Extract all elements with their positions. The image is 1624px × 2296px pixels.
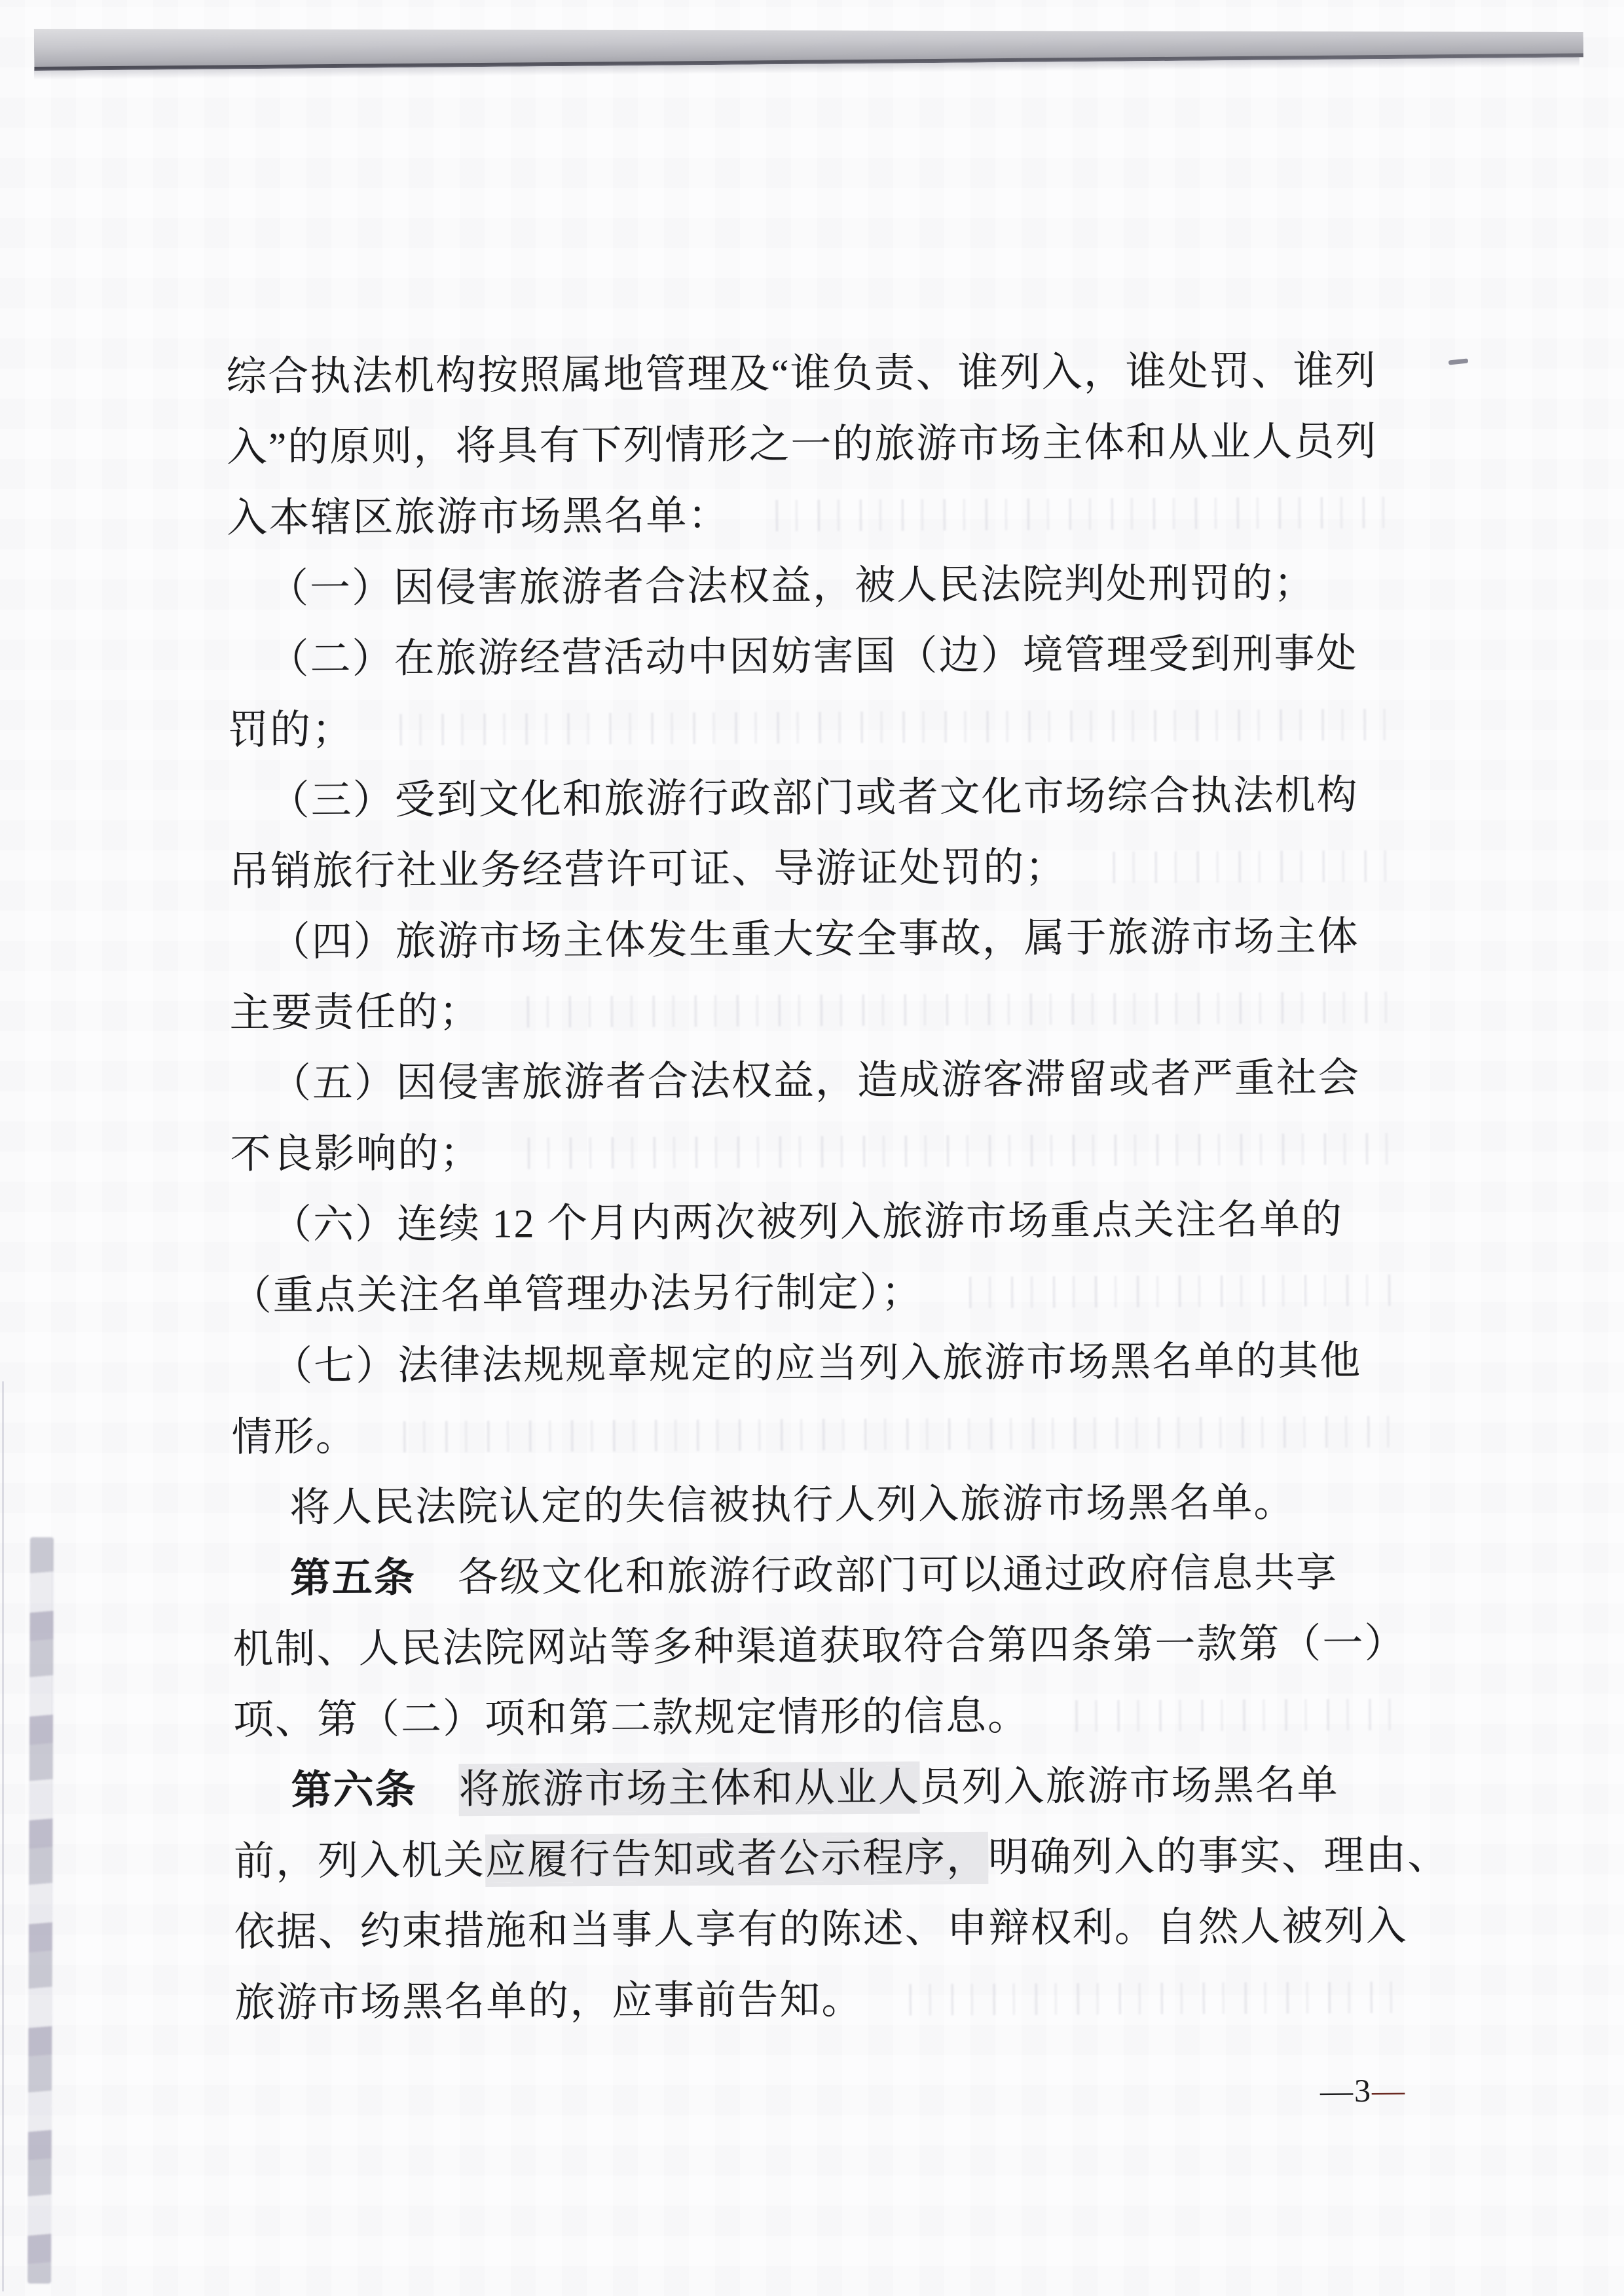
scan-artifact-bleedthrough xyxy=(527,1133,1401,1169)
text-line-content xyxy=(270,902,1360,978)
scan-artifact-bleedthrough xyxy=(909,1982,1405,2016)
text-line-8 xyxy=(229,831,1409,907)
text-line-content xyxy=(233,1681,1030,1756)
text-line-24 xyxy=(234,1962,1415,2039)
text-line-content xyxy=(290,1538,1338,1614)
text-line-15 xyxy=(231,1326,1412,1402)
text-line-content xyxy=(272,1326,1362,1402)
text-line-11 xyxy=(230,1043,1411,1120)
article-number: 第五条 xyxy=(289,1555,416,1601)
text-line-5 xyxy=(227,619,1408,695)
text-line-17 xyxy=(232,1467,1412,1544)
scan-artifact-bleedthrough xyxy=(403,1416,1403,1453)
text-line-content xyxy=(291,1750,1339,1826)
scan-artifact-bleedthrough xyxy=(399,709,1399,746)
text-segment: 主要责任的； xyxy=(229,989,481,1036)
article-number: 第六条 xyxy=(291,1767,417,1813)
text-line-16 xyxy=(231,1396,1412,1473)
text-segment: （二）在旅游经营活动中因妨害国（边）境管理受到刑事处 xyxy=(268,631,1358,682)
document-text-block xyxy=(226,336,1450,2039)
text-segment: 情形。 xyxy=(231,1414,358,1460)
text-line-content xyxy=(234,1820,1450,1897)
scan-artifact-edge-line xyxy=(2,1381,4,2291)
text-line-21 xyxy=(233,1750,1414,1827)
text-line-content xyxy=(228,695,354,766)
text-line-content xyxy=(230,1118,482,1190)
text-line-6 xyxy=(228,689,1409,766)
text-line-content xyxy=(268,548,1316,624)
text-line-18 xyxy=(232,1538,1413,1614)
text-segment xyxy=(416,1768,458,1812)
text-segment: 员列入旅游市场黑名单 xyxy=(919,1763,1339,1810)
shaded-text: 应履行告知或者公示程序， xyxy=(485,1835,989,1883)
text-segment: 明确列入的事实、理由、 xyxy=(987,1833,1450,1880)
text-line-22 xyxy=(233,1821,1450,1897)
text-segment: 入本辖区旅游市场黑名单： xyxy=(227,493,730,541)
text-segment: （重点关注名单管理办法另行制定）； xyxy=(231,1270,923,1319)
text-line-13 xyxy=(231,1184,1411,1261)
page-number-left-dash: — xyxy=(1320,2072,1355,2109)
text-line-content xyxy=(289,1467,1296,1543)
page-number-value: 3 xyxy=(1354,2071,1373,2109)
text-line-9 xyxy=(229,902,1410,978)
text-segment: 吊销旅行社业务经营许可证、导游证处罚的； xyxy=(229,845,1067,894)
text-segment: （六）连续 12 个月内两次被列入旅游市场重点关注名单的 xyxy=(270,1197,1344,1248)
page-number xyxy=(1320,2071,1406,2110)
scan-artifact-bleedthrough xyxy=(1113,850,1399,883)
text-line-10 xyxy=(229,972,1410,1049)
text-line-content xyxy=(234,1965,864,2039)
text-segment: 将人民法院认定的失信被执行人列入旅游市场黑名单。 xyxy=(289,1480,1296,1531)
text-segment: 机制、人民法院网站等多种渠道获取符合第四条第一款第（一） xyxy=(232,1621,1407,1672)
text-segment: 各级文化和旅游行政部门可以通过政府信息共享 xyxy=(415,1551,1338,1601)
text-line-1 xyxy=(226,336,1407,412)
scan-artifact-left-streak xyxy=(28,1537,54,2284)
text-line-14 xyxy=(231,1255,1411,1332)
text-line-23 xyxy=(234,1891,1414,1968)
scan-artifact-bleedthrough xyxy=(969,1275,1402,1308)
text-line-content xyxy=(234,1891,1408,1968)
text-line-20 xyxy=(233,1679,1414,1756)
text-line-2 xyxy=(227,407,1407,483)
text-segment: 入”的原则，将具有下列情形之一的旅游市场主体和从业人员列 xyxy=(226,419,1378,470)
text-segment: 旅游市场黑名单的，应事前告知。 xyxy=(234,1977,864,2026)
text-line-content xyxy=(270,1043,1361,1120)
text-segment: （五）因侵害旅游者合法权益，造成游客滞留或者严重社会 xyxy=(270,1055,1361,1106)
scan-artifact-bleedthrough xyxy=(526,992,1400,1028)
scan-artifact-bleedthrough xyxy=(775,497,1397,532)
text-line-content xyxy=(232,1609,1407,1685)
text-line-content xyxy=(268,760,1359,837)
text-line-4 xyxy=(227,548,1408,625)
text-segment: （七）法律法规规章规定的应当列入旅游市场黑名单的其他 xyxy=(272,1338,1362,1389)
text-segment: 项、第（二）项和第二款规定情形的信息。 xyxy=(232,1694,1030,1743)
page-number-right-dash: — xyxy=(1371,2071,1407,2109)
scan-artifact-bleedthrough xyxy=(1075,1699,1404,1732)
text-segment: （一）因侵害旅游者合法权益，被人民法院判处刑罚的； xyxy=(267,561,1316,611)
shaded-text: 将旅游市场主体和从业人 xyxy=(458,1765,920,1813)
text-line-19 xyxy=(232,1609,1413,1685)
text-segment: 依据、约束措施和当事人享有的陈述、申辩权利。自然人被列入 xyxy=(234,1904,1408,1955)
text-segment: （四）旅游市场主体发生重大安全事故，属于旅游市场主体 xyxy=(269,914,1359,965)
text-line-content xyxy=(227,481,730,554)
text-segment: （三）受到文化和旅游行政部门或者文化市场综合执法机构 xyxy=(268,773,1359,824)
text-line-content xyxy=(231,1257,923,1332)
text-segment: 罚的； xyxy=(227,707,354,753)
text-line-content xyxy=(229,832,1067,907)
text-line-12 xyxy=(230,1114,1411,1190)
text-segment: 前，列入机关 xyxy=(233,1838,486,1884)
text-line-content xyxy=(227,407,1378,483)
text-segment: 不良影响的； xyxy=(230,1131,482,1177)
text-line-content xyxy=(226,336,1377,412)
text-line-content xyxy=(268,619,1358,695)
text-line-content xyxy=(229,977,481,1049)
text-line-7 xyxy=(228,760,1409,837)
scan-mark-dash xyxy=(1449,358,1469,365)
text-line-3 xyxy=(227,477,1407,554)
text-line-content xyxy=(271,1184,1344,1261)
text-line-content xyxy=(231,1402,358,1473)
text-segment: 综合执法机构按照属地管理及“谁负责、谁列入，谁处罚、谁列 xyxy=(226,348,1377,399)
